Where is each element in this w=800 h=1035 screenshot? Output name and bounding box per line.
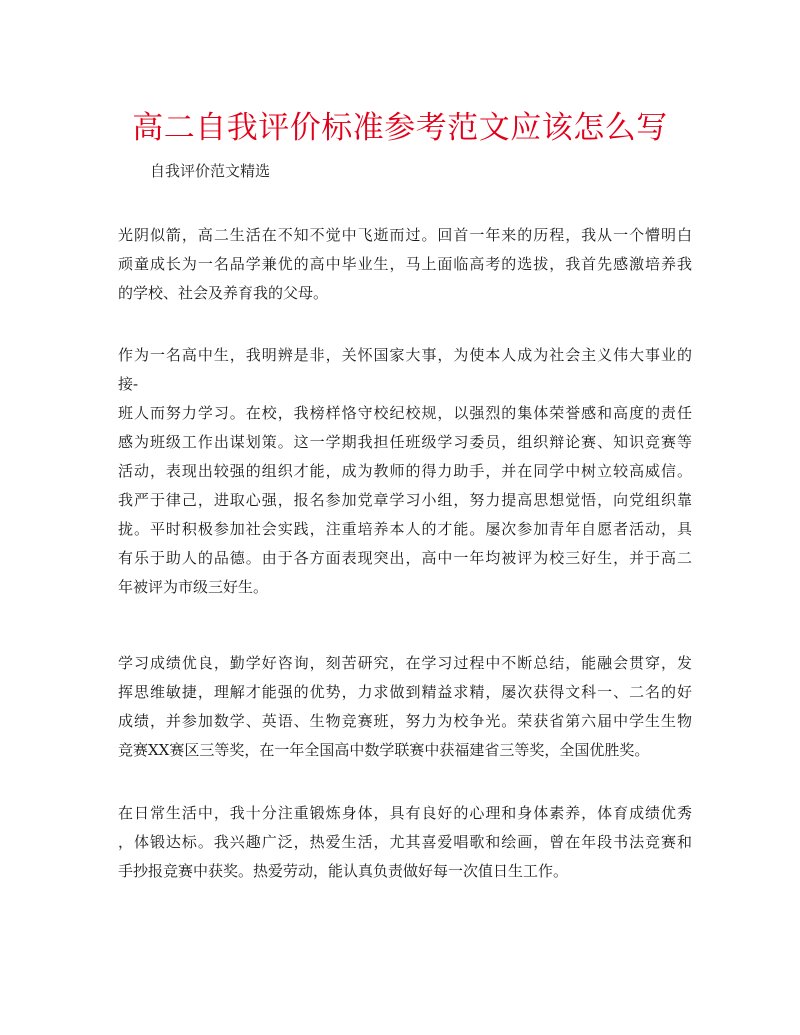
paragraph-1 <box>118 221 692 308</box>
paragraph-line: ，体锻达标。我兴趣广泛，热爱生活，尤其喜爱唱歌和绘画，曾在年段书法竞赛和 <box>118 833 692 851</box>
paragraph-line: 活动，表现出较强的组织才能，成为教师的得力助手，并在同学中树立较高威信。 <box>118 462 692 480</box>
paragraph-2 <box>118 341 692 602</box>
paragraph-line: 感为班级工作出谋划策。这一学期我担任班级学习委员，组织辩论赛、知识竞赛等 <box>118 433 692 451</box>
paragraph-line: 挥思维敏捷，理解才能强的优势，力求做到精益求精，屡次获得文科一、二名的好 <box>118 683 692 701</box>
paragraph-line: 成绩，并参加数学、英语、生物竞赛班，努力为校争光。荣获省第六届中学生生物 <box>118 712 692 730</box>
paragraph-line: 竞赛XX赛区三等奖，在一年全国高中数学联赛中获福建省三等奖，全国优胜奖。 <box>118 741 650 759</box>
paragraph-line: 作为一名高中生，我明辨是非，关怀国家大事，为使本人成为社会主义伟大事业的 <box>118 346 692 364</box>
paragraph-4 <box>118 799 692 886</box>
paragraph-line: 光阴似箭，高二生活在不知不觉中飞逝而过。回首一年来的历程，我从一个懵明白 <box>118 226 692 244</box>
paragraph-line: 接- <box>118 375 139 393</box>
paragraph-line: 在日常生活中，我十分注重锻炼身体，具有良好的心理和身体素养，体育成绩优秀 <box>118 804 692 822</box>
paragraph-line: 有乐于助人的品德。由于各方面表现突出，高中一年均被评为校三好生，并于高二 <box>118 549 692 567</box>
paragraph-line: 年被评为市级三好生。 <box>118 578 269 596</box>
document-subtitle: 自我评价范文精选 <box>150 162 271 180</box>
paragraph-line: 的学校、社会及养育我的父母。 <box>118 284 329 302</box>
paragraph-line: 顽童成长为一名品学兼优的高中毕业生，马上面临高考的选拔，我首先感激培养我 <box>118 255 692 273</box>
paragraph-line: 学习成绩优良，勤学好咨询，刻苦研究，在学习过程中不断总结，能融会贯穿，发 <box>118 654 692 672</box>
paragraph-line: 手抄报竞赛中获奖。热爱劳动，能认真负责做好每一次值日生工作。 <box>118 862 569 880</box>
paragraph-line: 班人而努力学习。在校，我榜样恪守校纪校规，以强烈的集体荣誉感和高度的责任 <box>118 404 692 422</box>
paragraph-3 <box>118 649 692 765</box>
paragraph-line: 拢。平时积极参加社会实践，注重培养本人的才能。屡次参加青年自愿者活动，具 <box>118 520 692 538</box>
paragraph-line: 我严于律己，进取心强，报名参加党章学习小组，努力提高思想觉悟，向党组织靠 <box>118 491 692 509</box>
document-title: 高二自我评价标准参考范文应该怎么写 <box>132 110 668 146</box>
